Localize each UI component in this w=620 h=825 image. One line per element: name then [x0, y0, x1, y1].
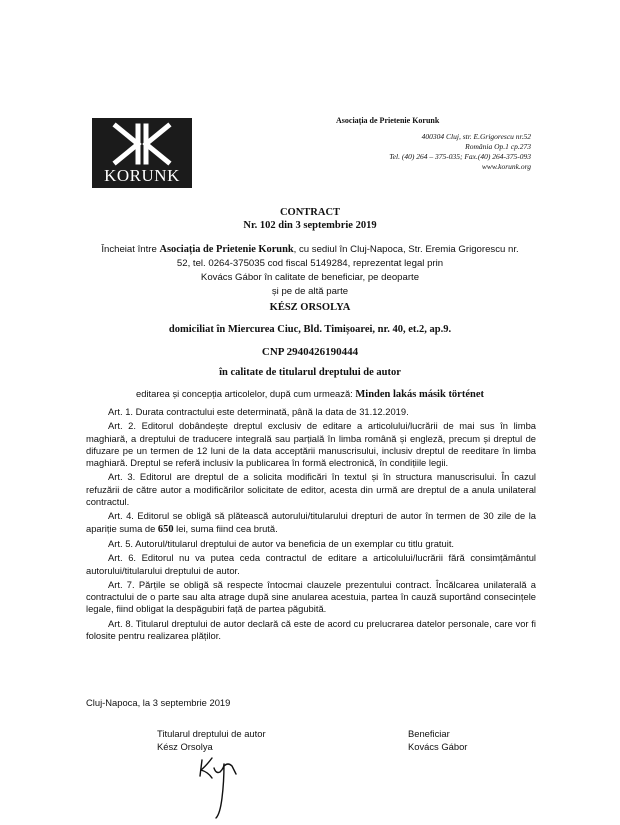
article-1: Art. 1. Durata contractului este determinată, până la data de 31.12.2019.: [108, 406, 409, 417]
intro-line-2: 52, tel. 0264-375035 cod fiscal 5149284, reprezentat legal prin: [176, 258, 444, 269]
contract-number: Nr. 102 din 3 septembrie 2019: [243, 220, 377, 231]
author-domicile: domiciliat în Miercurea Ciuc, Bld. Timișoarei, nr. 40, et.2, ap.9.: [168, 324, 452, 335]
kk-logo-icon: [92, 118, 192, 168]
article-2: Art. 2. Editorul dobândește dreptul exclusiv de editare a articolului/lucrării de mai sus în limba maghiară, a dreptului de traducere integrală sau parțială în limba română și engleză, precum și dreptul de difuzare pe un termen de 12 luni de la data acceptării manuscrisului, inclusiv dreptul de reeditare în limba maghiară. Dreptul se referă inclusiv la publicarea în formă electronică, în condițiile legii.: [86, 420, 536, 469]
article-4-text: Art. 4. Editorul se obligă să plătească autorului/titularului drepturi de autor în termen de 30 zile de la apariție suma de: [86, 510, 536, 534]
article-4-text: lei, suma fiind cea brută.: [173, 522, 278, 534]
author-signature-name: Kész Orsolya: [157, 741, 213, 752]
phone-fax-line: Tel. (40) 264 – 375-035; Fax.(40) 264-375-093: [389, 152, 531, 161]
author-name: KÉSZ ORSOLYA: [269, 302, 351, 313]
author-signature-title: Titularul dreptului de autor: [157, 728, 266, 739]
work-title: Minden lakás másik történet: [355, 389, 484, 400]
contract-articles: [86, 406, 536, 644]
handwritten-signature: [180, 752, 270, 822]
intro-line-4: și pe de altă parte: [271, 286, 349, 297]
payment-amount: 650: [157, 523, 174, 535]
author-signature-block: [157, 727, 266, 753]
korunk-logo: [92, 118, 192, 188]
author-cnp: CNP 2940426190444: [261, 346, 359, 358]
article-3: Art. 3. Editorul are dreptul de a solicita modificări în textul și în structura manuscrisului. În cazul refuzării de către autor a modificărilor solicitate de editor, acesta din urmă are dreptul de a anula unilateral contractul.: [86, 471, 536, 508]
intro-line-1: [0, 244, 620, 255]
organization-name: Asociația de Prietenie Korunk: [336, 116, 440, 125]
article-4: [86, 510, 536, 536]
address-line: 400304 Cluj, str. E.Grigorescu nr.52: [421, 132, 531, 141]
beneficiary-org: Asociația de Prietenie Korunk: [159, 244, 294, 255]
author-role: în calitate de titularul dreptului de autor: [219, 367, 401, 378]
beneficiary-signature-title: Beneficiar: [408, 728, 450, 739]
logo-wordmark: KORUNK: [104, 166, 180, 185]
beneficiary-signature-block: [408, 727, 467, 753]
beneficiary-signature-name: Kovács Gábor: [408, 741, 468, 752]
work-description: [0, 388, 620, 400]
address-line: România Op.1 cp.273: [465, 142, 531, 151]
intro-text: , cu sediul în Cluj-Napoca, Str. Eremia Grigorescu nr.: [293, 244, 519, 255]
article-6: Art. 6. Editorul nu va putea ceda contractul de editare a articolului/lucrării fără consimțământul autorului/titularului dreptului de autor.: [86, 552, 536, 576]
intro-line-3: Kovács Gábor în calitate de beneficiar, pe deoparte: [200, 272, 420, 283]
website-line: www.korunk.org: [481, 162, 531, 171]
article-7: Art. 7. Părțile se obligă să respecte întocmai clauzele prezentului contract. Încălcarea unilaterală a contractului de o parte sau alta atrage după sine anularea acestuia, partea în cauză suportând consecințele legale, fiind obligat la despăgubiri față de partea păgubită.: [86, 578, 536, 615]
place-date: Cluj-Napoca, la 3 septembrie 2019: [86, 697, 231, 708]
article-5: Art. 5. Autorul/titularul dreptului de autor va beneficia de un exemplar cu titlu gratuit.: [108, 537, 455, 549]
contract-title: CONTRACT: [279, 207, 341, 218]
intro-text: Încheiat între: [101, 244, 160, 255]
lead-text: editarea și concepția articolelor, după cum urmează:: [135, 388, 356, 399]
article-8: Art. 8. Titularul dreptului de autor declară că este de acord cu prelucrarea datelor personale, care vor fi folosite pentru realizarea plăților.: [86, 617, 536, 642]
